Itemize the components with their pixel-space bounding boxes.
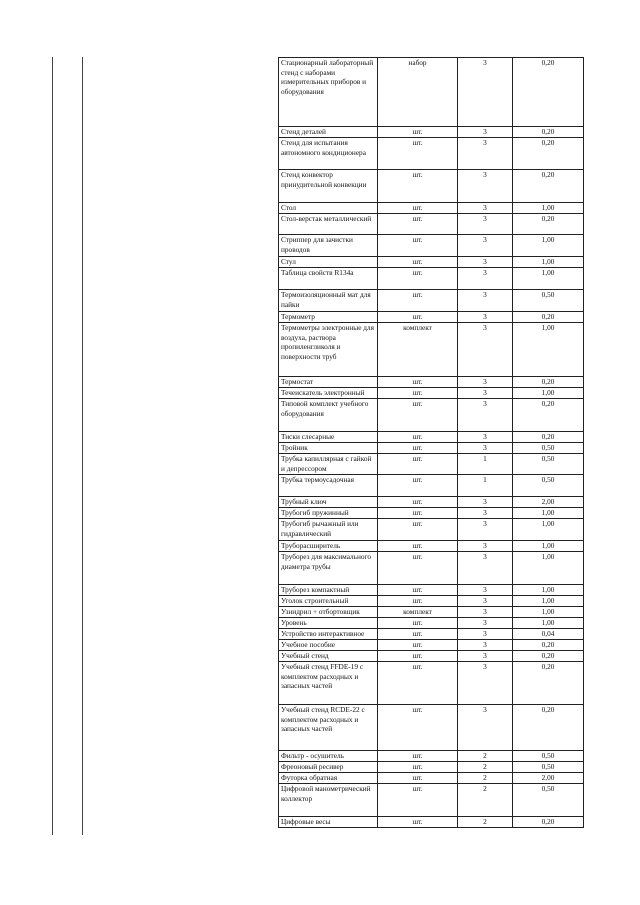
quantity-cell: 2 xyxy=(458,762,513,773)
quantity-cell: 2 xyxy=(458,751,513,762)
unit-cell: шт. xyxy=(378,432,458,443)
item-name-cell: Термометр xyxy=(279,312,378,323)
item-name-cell: Учебный стенд RCDE-22 с комплектом расходных и запасных частей xyxy=(279,705,378,751)
value-cell: 0,20 xyxy=(513,138,584,170)
unit-cell: шт. xyxy=(378,784,458,817)
unit-cell: шт. xyxy=(378,268,458,290)
table-row xyxy=(279,607,584,618)
table-row xyxy=(279,443,584,454)
left-margin-line-2 xyxy=(82,57,83,835)
value-cell: 0,50 xyxy=(513,784,584,817)
table-row xyxy=(279,596,584,607)
unit-cell: шт. xyxy=(378,203,458,214)
table-row xyxy=(279,751,584,762)
table-row xyxy=(279,388,584,399)
value-cell: 2,00 xyxy=(513,773,584,784)
item-name-cell: Фильтр - осушитель xyxy=(279,751,378,762)
quantity-cell: 3 xyxy=(458,640,513,651)
item-name-cell: Узнидрил + отбортовщик xyxy=(279,607,378,618)
quantity-cell: 3 xyxy=(458,257,513,268)
unit-cell: шт. xyxy=(378,552,458,585)
value-cell: 0,50 xyxy=(513,443,584,454)
item-name-cell: Трубный ключ xyxy=(279,497,378,508)
quantity-cell: 3 xyxy=(458,662,513,705)
unit-cell: шт. xyxy=(378,651,458,662)
left-margin-line-1 xyxy=(52,57,53,835)
item-name-cell: Течеискатель электронный xyxy=(279,388,378,399)
unit-cell: шт. xyxy=(378,497,458,508)
item-name-cell: Стационарный лабораторный стенд с наборами измерительных приборов и оборудования xyxy=(279,58,378,127)
value-cell: 1,00 xyxy=(513,541,584,552)
table-row xyxy=(279,312,584,323)
quantity-cell: 2 xyxy=(458,784,513,817)
value-cell: 1,00 xyxy=(513,585,584,596)
item-name-cell: Стол xyxy=(279,203,378,214)
value-cell: 1,00 xyxy=(513,235,584,257)
unit-cell: шт. xyxy=(378,662,458,705)
quantity-cell: 3 xyxy=(458,312,513,323)
unit-cell: шт. xyxy=(378,751,458,762)
item-name-cell: Трубогиб рычажный или гидравлический xyxy=(279,519,378,541)
quantity-cell: 3 xyxy=(458,399,513,432)
item-name-cell: Стриппер для зачистки проводов xyxy=(279,235,378,257)
item-name-cell: Термостат xyxy=(279,377,378,388)
quantity-cell: 3 xyxy=(458,214,513,235)
quantity-cell: 1 xyxy=(458,475,513,497)
quantity-cell: 3 xyxy=(458,552,513,585)
value-cell: 1,00 xyxy=(513,203,584,214)
table-row xyxy=(279,399,584,432)
table-row xyxy=(279,784,584,817)
quantity-cell: 3 xyxy=(458,618,513,629)
table-row xyxy=(279,170,584,203)
item-name-cell: Трубка термоусадочная xyxy=(279,475,378,497)
table-row xyxy=(279,541,584,552)
table-row xyxy=(279,585,584,596)
unit-cell: шт. xyxy=(378,475,458,497)
item-name-cell: Труборез компактный xyxy=(279,585,378,596)
table-row xyxy=(279,432,584,443)
unit-cell: шт. xyxy=(378,541,458,552)
value-cell: 1,00 xyxy=(513,268,584,290)
unit-cell: шт. xyxy=(378,519,458,541)
unit-cell: комплект xyxy=(378,323,458,377)
quantity-cell: 3 xyxy=(458,432,513,443)
table-row xyxy=(279,127,584,138)
quantity-cell: 3 xyxy=(458,443,513,454)
item-name-cell: Уголок строительный xyxy=(279,596,378,607)
value-cell: 0,50 xyxy=(513,751,584,762)
value-cell: 1,00 xyxy=(513,323,584,377)
unit-cell: шт. xyxy=(378,454,458,475)
unit-cell: шт. xyxy=(378,388,458,399)
value-cell: 0,04 xyxy=(513,629,584,640)
quantity-cell: 3 xyxy=(458,377,513,388)
value-cell: 2,00 xyxy=(513,497,584,508)
item-name-cell: Термометры электронные для воздуха, раствора пропиленгликоля и поверхности труб xyxy=(279,323,378,377)
table-row xyxy=(279,640,584,651)
item-name-cell: Устройство интерактивное xyxy=(279,629,378,640)
equipment-table xyxy=(278,57,584,828)
table-row xyxy=(279,519,584,541)
table-row xyxy=(279,651,584,662)
value-cell: 0,20 xyxy=(513,432,584,443)
table-row xyxy=(279,497,584,508)
quantity-cell: 2 xyxy=(458,817,513,828)
item-name-cell: Труборез для максимального диаметра трубы xyxy=(279,552,378,585)
value-cell: 1,00 xyxy=(513,552,584,585)
table-row xyxy=(279,58,584,127)
value-cell: 1,00 xyxy=(513,508,584,519)
quantity-cell: 3 xyxy=(458,596,513,607)
item-name-cell: Тройник xyxy=(279,443,378,454)
unit-cell: шт. xyxy=(378,618,458,629)
table-row xyxy=(279,257,584,268)
item-name-cell: Трубка капиллярная с гайкой и депрессором xyxy=(279,454,378,475)
quantity-cell: 1 xyxy=(458,454,513,475)
unit-cell: шт. xyxy=(378,235,458,257)
equipment-table-body xyxy=(279,58,584,828)
unit-cell: шт. xyxy=(378,312,458,323)
quantity-cell: 2 xyxy=(458,773,513,784)
table-row xyxy=(279,552,584,585)
table-row xyxy=(279,629,584,640)
table-row xyxy=(279,203,584,214)
unit-cell: шт. xyxy=(378,257,458,268)
quantity-cell: 3 xyxy=(458,585,513,596)
table-row xyxy=(279,773,584,784)
unit-cell: шт. xyxy=(378,443,458,454)
item-name-cell: Учебный стенд FFDE-19 с комплектом расходных и запасных частей xyxy=(279,662,378,705)
table-row xyxy=(279,705,584,751)
quantity-cell: 3 xyxy=(458,290,513,312)
value-cell: 0,20 xyxy=(513,705,584,751)
value-cell: 0,20 xyxy=(513,399,584,432)
quantity-cell: 3 xyxy=(458,235,513,257)
unit-cell: шт. xyxy=(378,705,458,751)
quantity-cell: 3 xyxy=(458,127,513,138)
table-row xyxy=(279,662,584,705)
quantity-cell: 3 xyxy=(458,541,513,552)
table-row xyxy=(279,138,584,170)
unit-cell: шт. xyxy=(378,508,458,519)
quantity-cell: 3 xyxy=(458,323,513,377)
quantity-cell: 3 xyxy=(458,705,513,751)
value-cell: 1,00 xyxy=(513,519,584,541)
quantity-cell: 3 xyxy=(458,268,513,290)
quantity-cell: 3 xyxy=(458,519,513,541)
value-cell: 0,20 xyxy=(513,662,584,705)
value-cell: 0,50 xyxy=(513,475,584,497)
table-row xyxy=(279,454,584,475)
table-row xyxy=(279,290,584,312)
item-name-cell: Стенд конвектор принудительной конвекции xyxy=(279,170,378,203)
unit-cell: шт. xyxy=(378,596,458,607)
item-name-cell: Трубогиб пружинный xyxy=(279,508,378,519)
item-name-cell: Труборасширитель xyxy=(279,541,378,552)
value-cell: 0,20 xyxy=(513,651,584,662)
unit-cell: шт. xyxy=(378,585,458,596)
value-cell: 0,50 xyxy=(513,762,584,773)
quantity-cell: 3 xyxy=(458,138,513,170)
quantity-cell: 3 xyxy=(458,651,513,662)
value-cell: 1,00 xyxy=(513,257,584,268)
item-name-cell: Цифровой манометрический коллектор xyxy=(279,784,378,817)
unit-cell: шт. xyxy=(378,377,458,388)
unit-cell: шт. xyxy=(378,127,458,138)
table-row xyxy=(279,618,584,629)
unit-cell: шт. xyxy=(378,773,458,784)
table-row xyxy=(279,762,584,773)
value-cell: 0,20 xyxy=(513,58,584,127)
item-name-cell: Стол-верстак металлический xyxy=(279,214,378,235)
item-name-cell: Тиски слесарные xyxy=(279,432,378,443)
table-row xyxy=(279,214,584,235)
table-row xyxy=(279,377,584,388)
unit-cell: шт. xyxy=(378,290,458,312)
quantity-cell: 3 xyxy=(458,497,513,508)
item-name-cell: Уровень xyxy=(279,618,378,629)
value-cell: 1,00 xyxy=(513,596,584,607)
value-cell: 0,50 xyxy=(513,290,584,312)
item-name-cell: Таблица свойств R134a xyxy=(279,268,378,290)
item-name-cell: Футорка обратная xyxy=(279,773,378,784)
unit-cell: набор xyxy=(378,58,458,127)
quantity-cell: 3 xyxy=(458,170,513,203)
value-cell: 0,20 xyxy=(513,817,584,828)
value-cell: 0,20 xyxy=(513,640,584,651)
table-row xyxy=(279,817,584,828)
value-cell: 0,20 xyxy=(513,312,584,323)
unit-cell: шт. xyxy=(378,138,458,170)
value-cell: 0,50 xyxy=(513,454,584,475)
table-row xyxy=(279,268,584,290)
unit-cell: шт. xyxy=(378,762,458,773)
quantity-cell: 3 xyxy=(458,508,513,519)
item-name-cell: Учебный стенд xyxy=(279,651,378,662)
unit-cell: шт. xyxy=(378,817,458,828)
unit-cell: шт. xyxy=(378,214,458,235)
item-name-cell: Стенд деталей xyxy=(279,127,378,138)
item-name-cell: Термоизоляционный мат для пайки xyxy=(279,290,378,312)
value-cell: 0,20 xyxy=(513,377,584,388)
value-cell: 1,00 xyxy=(513,607,584,618)
table-row xyxy=(279,475,584,497)
item-name-cell: Цифровые весы xyxy=(279,817,378,828)
value-cell: 0,20 xyxy=(513,127,584,138)
quantity-cell: 3 xyxy=(458,58,513,127)
item-name-cell: Учебное пособие xyxy=(279,640,378,651)
item-name-cell: Фреоновый ресивер xyxy=(279,762,378,773)
unit-cell: шт. xyxy=(378,170,458,203)
unit-cell: шт. xyxy=(378,629,458,640)
value-cell: 0,20 xyxy=(513,170,584,203)
unit-cell: шт. xyxy=(378,399,458,432)
table-row xyxy=(279,323,584,377)
quantity-cell: 3 xyxy=(458,607,513,618)
item-name-cell: Стенд для испытания автономного кондиционера xyxy=(279,138,378,170)
table-row xyxy=(279,235,584,257)
unit-cell: комплект xyxy=(378,607,458,618)
value-cell: 1,00 xyxy=(513,618,584,629)
quantity-cell: 3 xyxy=(458,388,513,399)
value-cell: 0,20 xyxy=(513,214,584,235)
unit-cell: шт. xyxy=(378,640,458,651)
value-cell: 1,00 xyxy=(513,388,584,399)
item-name-cell: Типовой комплект учебного оборудования xyxy=(279,399,378,432)
quantity-cell: 3 xyxy=(458,629,513,640)
table-row xyxy=(279,508,584,519)
item-name-cell: Стул xyxy=(279,257,378,268)
quantity-cell: 3 xyxy=(458,203,513,214)
